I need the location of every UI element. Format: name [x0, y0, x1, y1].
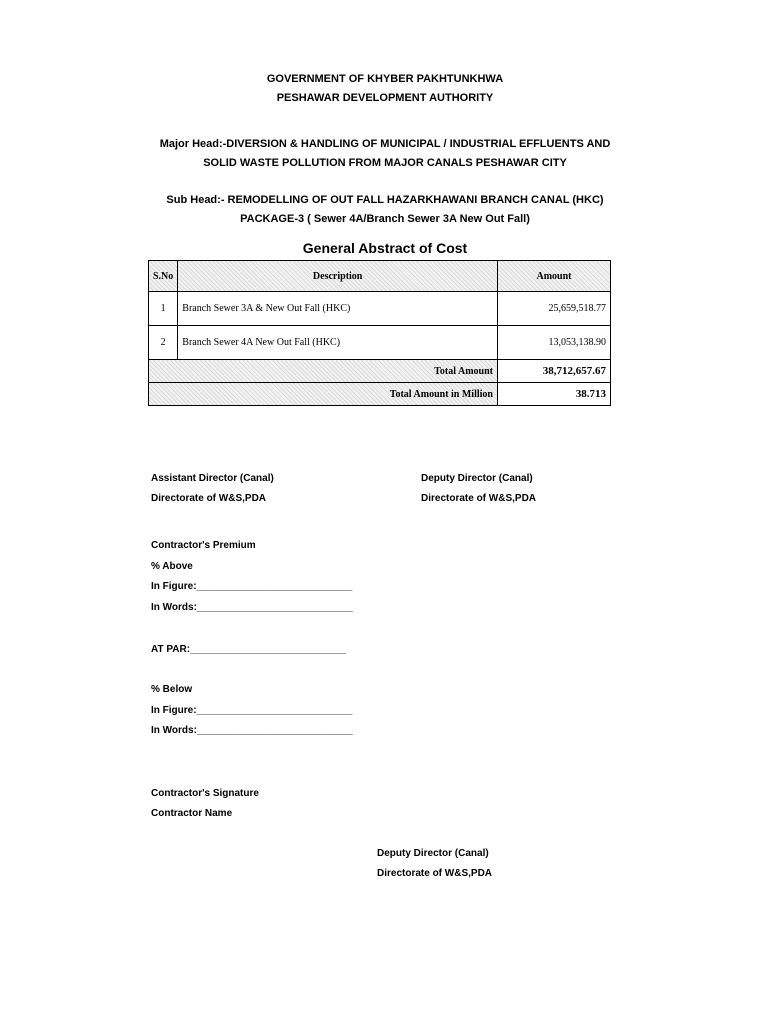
- contractor-signature-label: Contractor's Signature: [151, 788, 259, 799]
- cost-abstract-table: [148, 260, 611, 406]
- table-row: [149, 292, 611, 326]
- sub-head: [0, 191, 770, 229]
- signatory-org: Directorate of W&S,PDA: [421, 493, 537, 504]
- total-million-value: 38.713: [498, 383, 611, 406]
- total-million-label: Total Amount in Million: [149, 383, 498, 406]
- assistant-director-signature: [151, 469, 274, 509]
- premium-above-label: % Above: [151, 561, 193, 572]
- government-header: [0, 70, 770, 108]
- col-description-header: Description: [178, 261, 498, 292]
- below-in-words-field: In Words:____________________________: [151, 725, 353, 736]
- table-row: [149, 326, 611, 360]
- row-description: Branch Sewer 4A New Out Fall (HKC): [178, 326, 498, 360]
- total-value: 38,712,657.67: [498, 360, 611, 383]
- major-head-line-1: Major Head:-DIVERSION & HANDLING OF MUNICIPAL / INDUSTRIAL EFFLUENTS AND: [159, 138, 611, 150]
- premium-below-label: % Below: [151, 684, 193, 695]
- bottom-deputy-director-signature: [377, 844, 492, 884]
- signatory-title: Deputy Director (Canal): [421, 473, 533, 484]
- row-description: Branch Sewer 3A & New Out Fall (HKC): [178, 292, 498, 326]
- contractor-name-label: Contractor Name: [151, 808, 233, 819]
- sub-head-line-2: PACKAGE-3 ( Sewer 4A/Branch Sewer 3A New Out Fall): [240, 213, 530, 225]
- above-in-words-field: In Words:____________________________: [151, 602, 353, 613]
- row-amount: 25,659,518.77: [498, 292, 611, 326]
- deputy-director-signature: [421, 469, 536, 509]
- col-amount-header: Amount: [498, 261, 611, 292]
- signatory-title: Assistant Director (Canal): [151, 473, 274, 484]
- abstract-title: General Abstract of Cost: [302, 240, 468, 256]
- sub-head-line-1: Sub Head:- REMODELLING OF OUT FALL HAZARKHAWANI BRANCH CANAL (HKC): [166, 194, 604, 206]
- below-in-figure-field: In Figure:____________________________: [151, 705, 353, 716]
- row-sno: 1: [149, 292, 178, 326]
- signatory-title: Deputy Director (Canal): [377, 848, 489, 859]
- major-head-line-2: SOLID WASTE POLLUTION FROM MAJOR CANALS PESHAWAR CITY: [203, 157, 567, 169]
- total-million-row: [149, 383, 611, 406]
- row-sno: 2: [149, 326, 178, 360]
- total-row: [149, 360, 611, 383]
- at-par-field: AT PAR:____________________________: [151, 644, 346, 655]
- signatory-org: Directorate of W&S,PDA: [377, 868, 493, 879]
- gov-line-1: GOVERNMENT OF KHYBER PAKHTUNKHWA: [266, 73, 504, 85]
- col-sno-header: S.No: [149, 261, 178, 292]
- table-header-row: [149, 261, 611, 292]
- above-in-figure-field: In Figure:____________________________: [151, 581, 353, 592]
- row-amount: 13,053,138.90: [498, 326, 611, 360]
- gov-line-2: PESHAWAR DEVELOPMENT AUTHORITY: [276, 92, 494, 104]
- signatory-org: Directorate of W&S,PDA: [151, 493, 267, 504]
- total-label: Total Amount: [149, 360, 498, 383]
- premium-heading: Contractor's Premium: [151, 540, 256, 551]
- major-head: [0, 135, 770, 173]
